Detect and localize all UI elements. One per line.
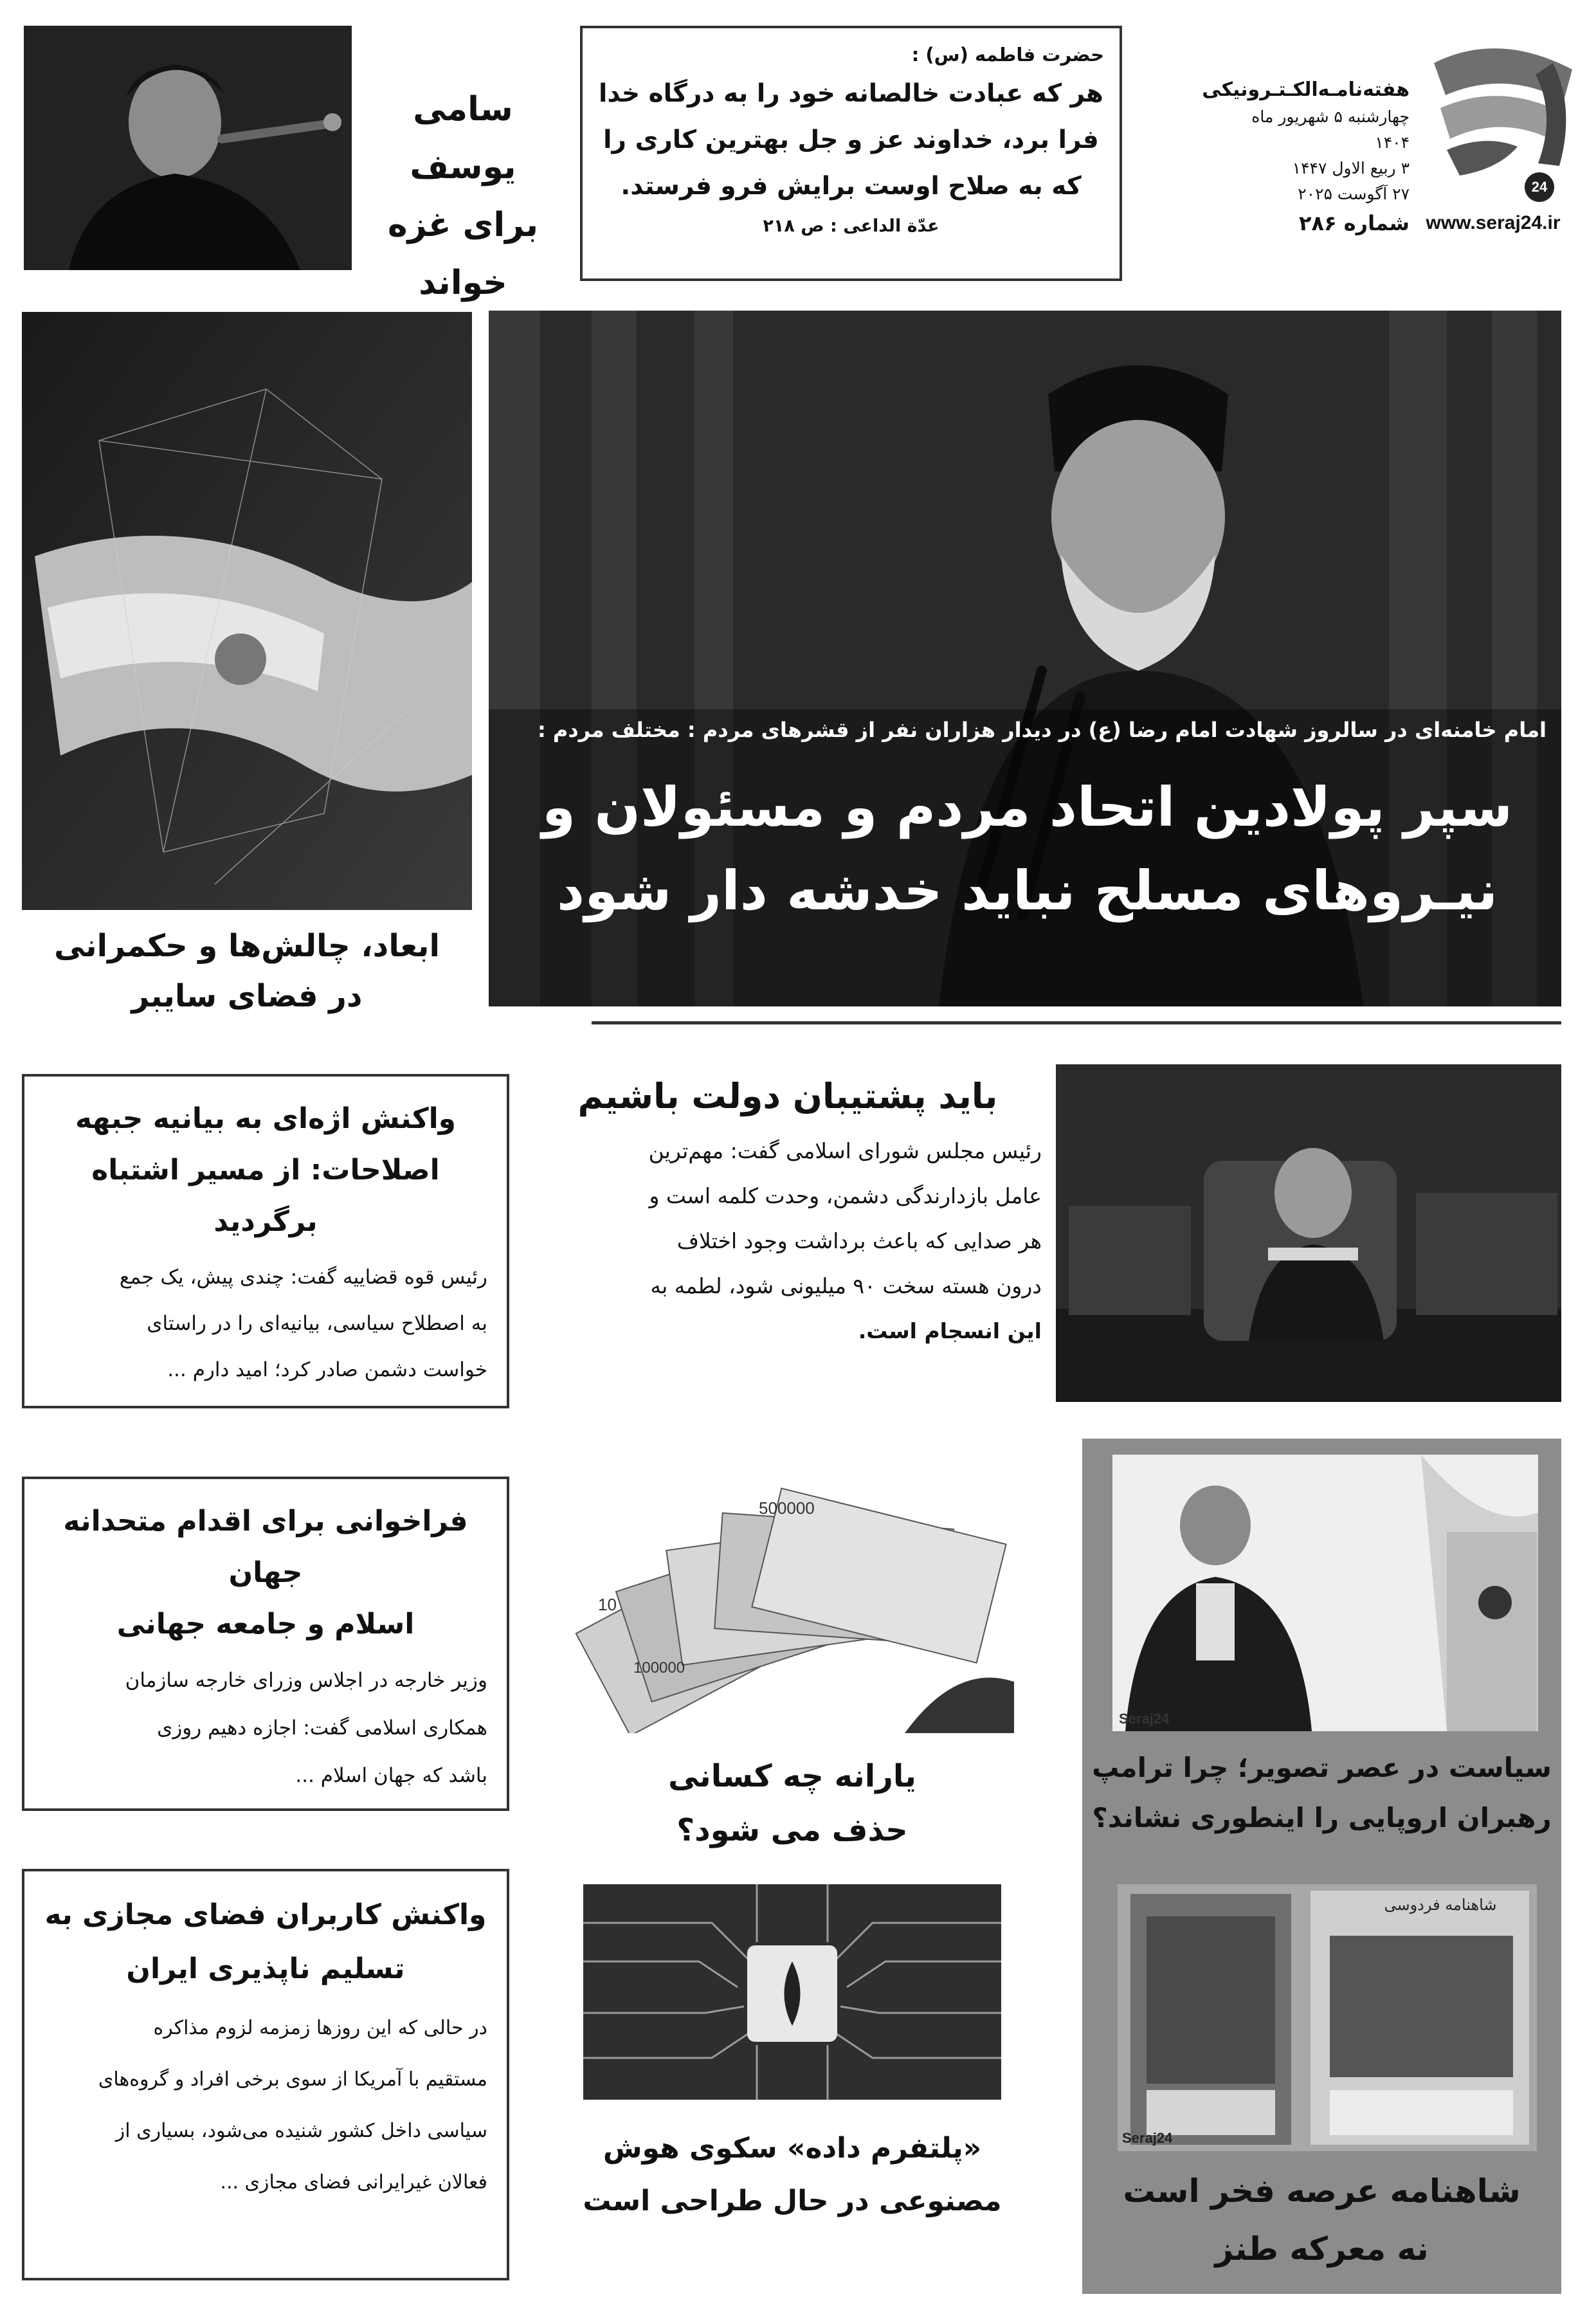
- users-reaction-story-box[interactable]: [22, 1869, 509, 2280]
- trump-european-leaders-photo[interactable]: [1112, 1455, 1538, 1731]
- website-url[interactable]: www.seraj24.ir: [1426, 212, 1561, 233]
- manuscript-label: شاهنامه فردوسی: [1384, 1896, 1497, 1914]
- users-reaction-headline[interactable]: واکنش کاربران فضای مجازی به تسلیم ناپذیری ایران: [44, 1898, 487, 1985]
- ai-platform-headline[interactable]: «پلتفرم داده» سکوی هوش مصنوعی در حال طراحی است: [583, 2132, 1002, 2217]
- islamic-world-story-box[interactable]: [22, 1477, 509, 1811]
- lead-headline[interactable]: سپر پولادین اتحاد مردم و مسئولان و نیـروهای مسلح نباید خدشه دار شود: [541, 776, 1513, 922]
- ejei-headline[interactable]: واکنش اژه‌ای به بیانیه جبهه اصلاحات: از مسیر اشتباه برگردید: [75, 1102, 457, 1238]
- logo-badge: 24: [1525, 172, 1554, 202]
- logo: [1421, 37, 1582, 205]
- lead-kicker: امام خامنه‌ای در سالروز شهادت امام رضا (ع) در دیدار هزاران نفر از قشرهای مردم : مختلف مردم :: [537, 718, 1546, 742]
- users-line-3: سیاسی داخل کشور شنیده می‌شود، بسیاری از: [115, 2120, 487, 2142]
- users-line-1: در حالی که این روزها زمزمه لزوم مذاکره: [153, 2017, 487, 2039]
- ejei-line-1: رئیس قوه قضاییه گفت: چندی پیش، یک جمع: [119, 1266, 487, 1289]
- hadith-quote-box: [580, 26, 1122, 281]
- banknotes-photo[interactable]: [570, 1450, 1014, 1733]
- publication-type: هفته‌نامـه‌الکـتـرونیکی: [1202, 78, 1410, 101]
- quote-line-2: فرا برد، خداوند عز و جل بهترین کاری را: [603, 125, 1099, 154]
- ejei-line-3: خواست دشمن صادر کرد؛ امید دارم ...: [167, 1358, 487, 1381]
- qalibaf-line-1: رئیس مجلس شورای اسلامی گفت: مهم‌ترین: [648, 1138, 1042, 1163]
- masthead-info: [1202, 76, 1410, 239]
- date-lunar: ۳ ربیع الاول ۱۴۴۷: [1292, 159, 1410, 177]
- issue-number: شماره ۲۸۶: [1299, 211, 1410, 235]
- date-gregorian: ۲۷ آگوست ۲۰۲۵: [1298, 185, 1410, 203]
- islamic-line-2: همکاری اسلامی گفت: اجازه دهیم روزی: [157, 1716, 487, 1740]
- shahnameh-headline[interactable]: شاهنامه عرصه فخر است نه معرکه طنز: [1123, 2172, 1521, 2268]
- quote-line-1: هر که عبادت خالصانه خود را به درگاه خدا: [599, 79, 1103, 108]
- qalibaf-line-3: هر صدایی که باعث برداشت وجود اختلاف: [676, 1228, 1042, 1253]
- sami-yusuf-headline[interactable]: سامی یوسف برای غزه خواند: [387, 90, 539, 302]
- sami-yusuf-photo[interactable]: [24, 26, 352, 270]
- banknote-label-1: 500000: [759, 1498, 815, 1518]
- islamic-line-1: وزیر خارجه در اجلاس وزرای خارجه سازمان: [125, 1669, 487, 1692]
- ejei-story-box[interactable]: [22, 1074, 509, 1408]
- shahnameh-photo[interactable]: [1118, 1884, 1537, 2151]
- qalibaf-line-4: درون هسته سخت ۹۰ میلیونی شود، لطمه به: [650, 1273, 1042, 1298]
- qalibaf-line-2: عامل بازدارندگی دشمن، وحدت کلمه است و: [649, 1183, 1042, 1208]
- qalibaf-story[interactable]: [534, 1064, 1042, 1354]
- ejei-line-2: به اصطلاح سیاسی، بیانیه‌ای را در راستای: [147, 1312, 487, 1335]
- section-divider: [592, 1021, 1561, 1024]
- users-line-2: مستقیم با آمریکا از سوی برخی افراد و گروه‌های: [98, 2068, 487, 2091]
- qalibaf-headline[interactable]: باید پشتیبان دولت باشیم: [577, 1076, 998, 1116]
- cyber-governance-headline[interactable]: ابعاد، چالش‌ها و حکمرانی در فضای سایبر: [54, 928, 440, 1014]
- cyber-flag-photo[interactable]: [22, 312, 472, 910]
- ai-platform-photo[interactable]: [583, 1884, 1001, 2100]
- qalibaf-photo[interactable]: [1056, 1064, 1561, 1402]
- banknote-label-3: 10: [598, 1595, 617, 1614]
- quote-line-3: که به صلاح اوست برایش فرو فرستد.: [621, 172, 1082, 201]
- qalibaf-line-5: این انسجام است.: [858, 1318, 1042, 1343]
- subsidy-headline[interactable]: یارانه چه کسانی حذف می شود؟: [668, 1758, 916, 1848]
- trump-headline[interactable]: سیاست در عصر تصویر؛ چرا ترامپ رهبران اروپایی را اینطوری نشاند؟: [1092, 1752, 1552, 1833]
- banknote-label-2: 100000: [633, 1659, 685, 1677]
- users-line-4: فعالان غیرایرانی فضای مجازی ...: [220, 2171, 487, 2194]
- shahnameh-photo-watermark: Seraj24: [1122, 2130, 1173, 2146]
- quote-attribution: حضرت فاطمه (س) :: [911, 44, 1104, 66]
- date-solar: چهارشنبه ۵ شهریور ماه ۱۴۰۴: [1251, 107, 1410, 152]
- islamic-line-3: باشد که جهان اسلام ...: [295, 1764, 487, 1787]
- trump-photo-watermark: Seraj24: [1119, 1711, 1170, 1727]
- islamic-world-headline[interactable]: فراخوانی برای اقدام متحدانه جهان اسلام و جامعه جهانی: [63, 1505, 468, 1641]
- quote-source: عدّة الداعی : ص ۲۱۸: [763, 216, 939, 236]
